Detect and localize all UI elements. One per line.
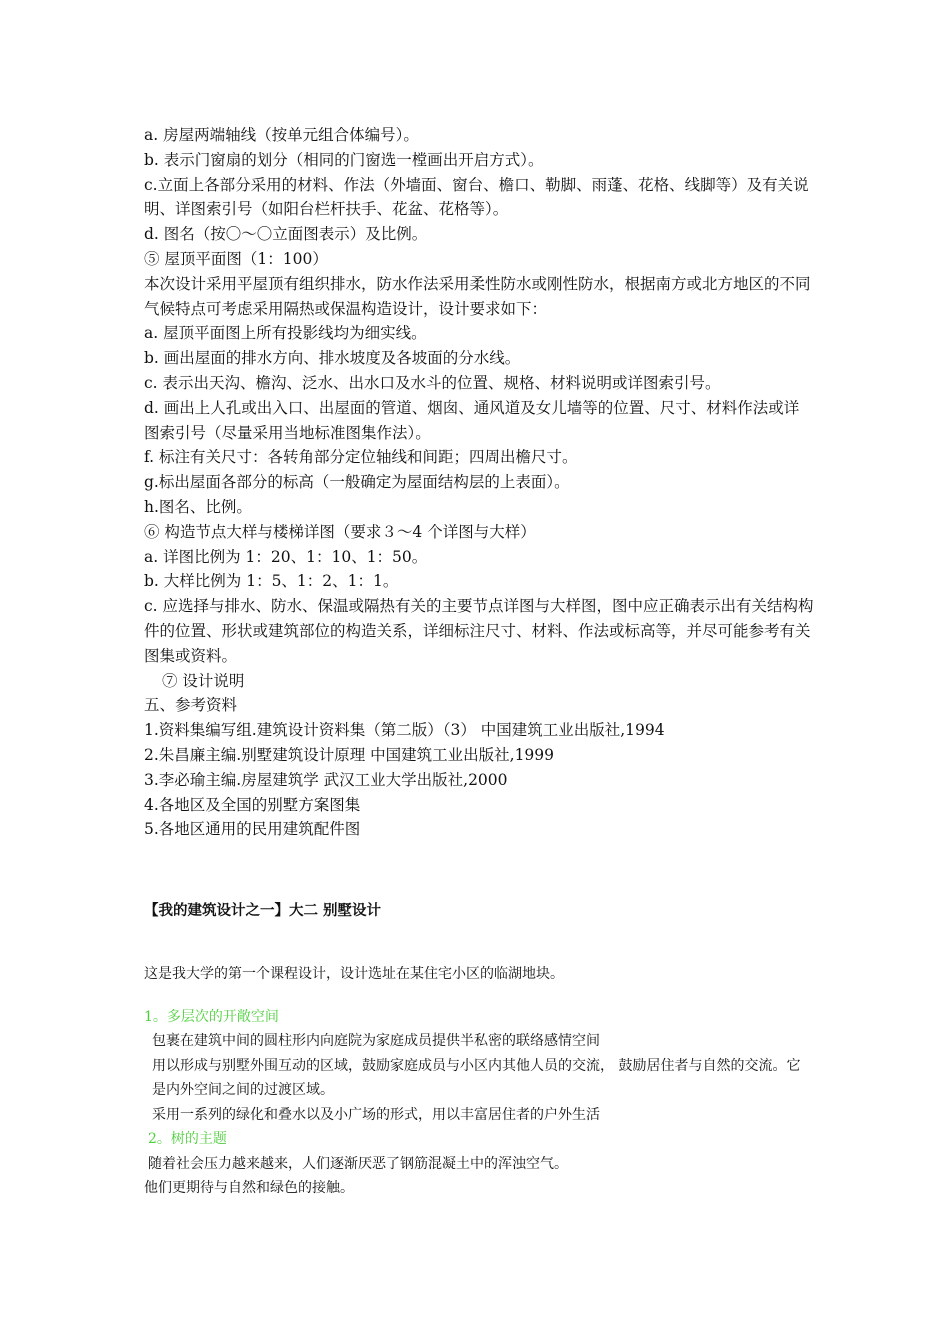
reference-item: 4.各地区及全国的别墅方案图集: [144, 795, 361, 814]
reference-item: 3.李必瑜主编.房屋建筑学 武汉工业大学出版社,2000: [144, 770, 508, 789]
text-line: f. 标注有关尺寸：各转角部分定位轴线和间距；四周出檐尺寸。: [144, 448, 578, 467]
reference-item: 1.资料集编写组.建筑设计资料集（第二版）（3） 中国建筑工业出版社,1994: [144, 721, 665, 740]
text-paragraph: 本次设计采用平屋顶有组织排水，防水作法采用柔性防水或刚性防水，根据南方或北方地区的不同气候特点可考虑采用隔热或保温构造设计，设计要求如下：: [144, 274, 811, 318]
text-paragraph: c.立面上各部分采用的材料、作法（外墙面、窗台、檐口、勒脚、雨蓬、花格、线脚等）及有关说明、详图索引号（如阳台栏杆扶手、花盆、花格等）。: [144, 175, 809, 219]
intro-text: 这是我大学的第一个课程设计，设计选址在某住宅小区的临湖地块。: [144, 966, 564, 982]
spacer: [144, 987, 814, 1005]
text-line: b. 大样比例为 1：5、1：2、1：1。: [144, 572, 399, 591]
text-line: b. 画出屋面的排水方向、排水坡度及各坡面的分水线。: [144, 349, 521, 368]
text-line: 采用一系列的绿化和叠水以及小广场的形式，用以丰富居住者的户外生活: [152, 1106, 600, 1123]
requirements-section: [144, 123, 814, 842]
reference-item: 2.朱昌廉主编.别墅建筑设计原理 中国建筑工业出版社,1999: [144, 745, 555, 764]
text-line: d. 图名（按〇～〇立面图表示）及比例。: [144, 225, 428, 244]
text-paragraph: d. 画出上人孔或出入口、出屋面的管道、烟囱、通风道及女儿墙等的位置、尺寸、材料作法或详图索引号（尽量采用当地标准图集作法）。: [144, 398, 800, 442]
section-title-references: 五、参考资料: [144, 696, 238, 715]
text-paragraph: 用以形成与别墅外围互动的区域，鼓励家庭成员与小区内其他人员的交流， 鼓励居住者与自然的交流。它是内外空间之间的过渡区域。: [152, 1057, 801, 1098]
text-line: 随着社会压力越来越来，人们逐渐厌恶了钢筋混凝土中的浑浊空气。: [148, 1155, 568, 1172]
text-line: 包裹在建筑中间的圆柱形内向庭院为家庭成员提供半私密的联络感情空间: [152, 1033, 600, 1049]
text-line: a. 详图比例为 1：20、1：10、1：50。: [144, 547, 428, 566]
article-heading: 【我的建筑设计之一】大二 别墅设计: [144, 902, 382, 919]
text-line: a. 屋顶平面图上所有投影线均为细实线。: [144, 324, 427, 343]
text-line: b. 表示门窗扇的划分（相同的门窗选一樘画出开启方式）。: [144, 150, 544, 169]
text-paragraph: c. 应选择与排水、防水、保温或隔热有关的主要节点详图与大样图，图中应正确表示出有关结构构件的位置、形状或建筑部位的构造关系，详细标注尺寸、材料、作法或标高等，并尽可能参考有关图集或资料。: [144, 597, 814, 665]
text-line: g.标出屋面各部分的标高（一般确定为屋面结构层的上表面）。: [144, 473, 570, 492]
text-line: h.图名、比例。: [144, 497, 252, 516]
text-line: c. 表示出天沟、檐沟、泛水、出水口及水斗的位置、规格、材料说明或详图索引号。: [144, 373, 721, 392]
subsection-title-design-notes: ⑦ 设计说明: [162, 671, 245, 690]
green-heading-tree-theme: 2。树的主题: [148, 1131, 227, 1147]
green-heading-open-space: 1。多层次的开敞空间: [144, 1008, 279, 1025]
subsection-title-details: ⑥ 构造节点大样与楼梯详图（要求３～4 个详图与大样）: [144, 522, 536, 541]
text-line: a. 房屋两端轴线（按单元组合体编号）。: [144, 126, 419, 144]
villa-design-section: [144, 962, 814, 1201]
text-line: 他们更期待与自然和绿色的接触。: [144, 1180, 354, 1196]
reference-item: 5.各地区通用的民用建筑配件图: [144, 820, 361, 839]
subsection-title-roof-plan: ⑤ 屋顶平面图（1：100）: [144, 249, 328, 268]
